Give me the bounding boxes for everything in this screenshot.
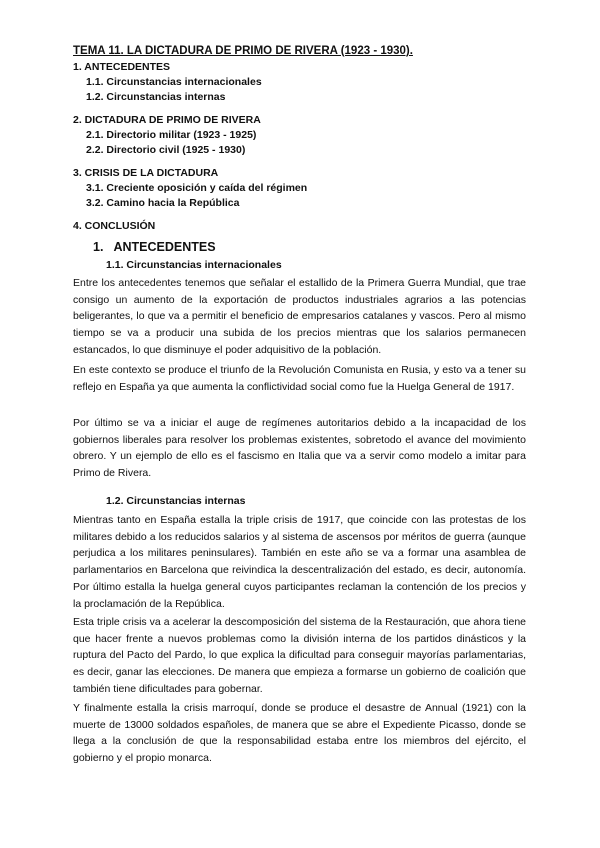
toc-subitem: 3.2. Camino hacia la República: [86, 197, 240, 209]
paragraph: Esta triple crisis va a acelerar la descomposición del sistema de la Restauración, que ahora tiene que hacer frente a nuevos problemas como la división interna de los partidos dinásticos y la ruptura del Pacto del Pardo, lo que explica la dificultad para conseguir mayorías parlamentarias, es decir, ganar las elecciones. De manera que empieza a formarse un gobierno de coalición que también tiene dificultades para gobernar.: [73, 616, 526, 695]
paragraph: En este contexto se produce el triunfo de la Revolución Comunista en Rusia, y esto va a tener su reflejo en España ya que aumenta la conflictividad social como fue la Huelga General de 1917.: [73, 364, 526, 393]
section-number: 1.: [93, 240, 104, 254]
toc-heading: 4. CONCLUSIÓN: [73, 220, 156, 232]
paragraph: Mientras tanto en España estalla la triple crisis de 1917, que coincide con las protestas de los militares debido a los reducidos salarios y al sistema de ascensos por méritos de guerra (aunque perjudica a los militares peninsulares). También en este año se va a formar una asamblea de parlamentarios en Barcelona que reivindica la descentralización del estado, es decir, autonomía. Por último estalla la huelga general cuyos participantes reclaman la contención de los precios y la proclamación de la República.: [73, 514, 526, 610]
toc-heading: 2. DICTADURA DE PRIMO DE RIVERA: [73, 114, 261, 126]
subsection-heading: 1.2. Circunstancias internas: [106, 495, 246, 507]
toc-heading: 1. ANTECEDENTES: [73, 61, 171, 73]
toc-subitem: 1.2. Circunstancias internas: [86, 91, 226, 103]
subsection-heading: 1.1. Circunstancias internacionales: [106, 259, 282, 271]
section-heading: [93, 240, 216, 255]
paragraph: Por último se va a iniciar el auge de regímenes autoritarios debido a la incapacidad de los gobiernos liberales para resolver los problemas existentes, sobretodo el avance del movimiento obrero. Y un ejemplo de ello es el fascismo en Italia que va a servir como modelo a imitar para Primo de Rivera.: [73, 417, 526, 480]
toc-subitem: 1.1. Circunstancias internacionales: [86, 76, 262, 88]
paragraph: Y finalmente estalla la crisis marroquí, donde se produce el desastre de Annual (1921) con la muerte de 13000 soldados españoles, de manera que se abre el Expediente Picasso, donde se llega a la conclusión de que la responsabilidad estaba entre los miembros del ejército, el gobierno y el propio monarca.: [73, 702, 526, 765]
section-title: ANTECEDENTES: [113, 240, 216, 254]
document-title: TEMA 11. LA DICTADURA DE PRIMO DE RIVERA (1923 - 1930).: [73, 45, 413, 57]
table-of-contents: [73, 60, 533, 234]
paragraph: Entre los antecedentes tenemos que señalar el estallido de la Primera Guerra Mundial, que trae consigo un aumento de la exportación de productos industriales agrarios a las potencias beligerantes, lo que va a permitir el beneficio de empresarios catalanes y vascos. Pero al mismo tiempo se va a producir una subida de los precios mientras que los salarios permanecen estancados, lo que disminuye el poder adquisitivo de la población.: [73, 277, 526, 356]
toc-heading: 3. CRISIS DE LA DICTADURA: [73, 167, 219, 179]
toc-subitem: 3.1. Creciente oposición y caída del régimen: [86, 182, 308, 194]
toc-subitem: 2.1. Directorio militar (1923 - 1925): [86, 129, 257, 141]
toc-subitem: 2.2. Directorio civil (1925 - 1930): [86, 144, 246, 156]
